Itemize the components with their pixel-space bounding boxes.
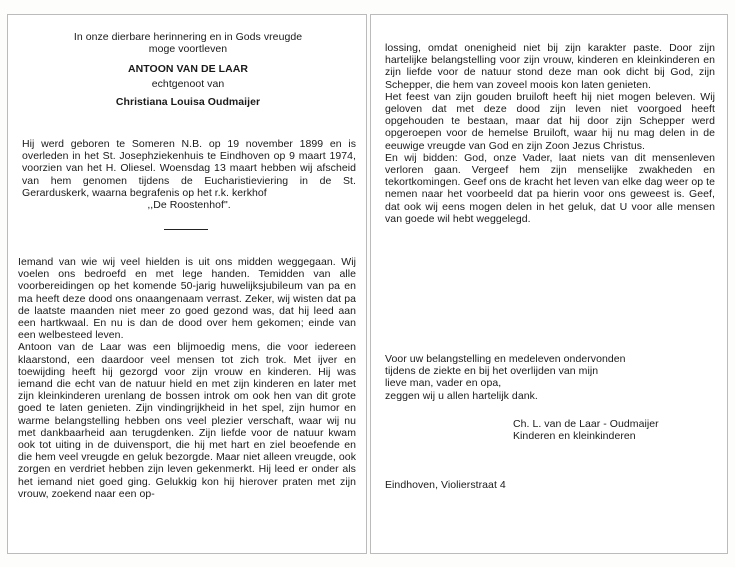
thanks-block: [385, 353, 715, 402]
deceased-name: ANTOON VAN DE LAAR: [127, 63, 249, 76]
thanks-line-3: lieve man, vader en opa,: [385, 377, 502, 390]
spouse-name: Christiana Louisa Oudmaijer: [115, 95, 261, 108]
left-page: [7, 14, 367, 554]
thanks-line-4: zeggen wij u allen hartelijk dank.: [385, 389, 538, 402]
intro-line-2: moge voortleven: [148, 43, 228, 56]
header-block: [18, 31, 358, 112]
signature-block: [513, 418, 718, 442]
divider-rule: [164, 229, 208, 230]
intro-line-1: In onze dierbare herinnering en in Gods vreugde: [73, 31, 303, 43]
left-text-block: [18, 256, 356, 500]
spouse-label: echtgenoot van: [151, 77, 225, 90]
thanks-line-2: tijdens de ziekte en bij het overlijden van mijn: [385, 365, 599, 378]
right-page: [370, 14, 728, 554]
right-paragraph-3: En wij bidden: God, onze Vader, laat niets van dit mensenleven verloren gaan. Vergeef hem zijn menselijke zwakheden en tekortkomingen. Geef ons de kracht het leven van elke dag weer op te nemen naar het voorbeeld dat pa hierin voor ons geweest is. Geef, dat ook wij eens mogen delen in het geluk, dat U voor alle mensen van goede wil hebt weggelegd.: [385, 151, 715, 225]
left-paragraph-2: Antoon van de Laar was een blijmoedig mens, die voor iedereen klaarstond, een daardoor veel mensen tot zich trok. Met ijver en toewijding heeft hij gezorgd voor zijn vrouw en kinderen. Hij was iemand die echt van de natuur hield en met zijn kinderen en later met zijn kleinkinderen urenlang de bossen introk om ook hen van dit grote goed te laten genieten. Zijn vindingrijkheid in het spel, zijn humor en warme belangstelling hebben ons veel plezier verschaft, waar wij nu met dankbaarheid aan terugdenken. Zijn liefde voor de natuur kwam ook tot uiting in de duivensport, die hij met hart en ziel beoefende en die hem veel vreugde en geluk bezorgde. Maar niet alleen vreugde, ook zorgen en verdriet hebben zijn leven gekenmerkt. Hij leed er onder als het iemand niet goed ging. Gelukkig kon hij hierover praten met zijn vrouw, zoekend naar een op-: [18, 341, 356, 500]
thanks-line-1: Voor uw belangstelling en medeleven ondervonden: [385, 353, 626, 365]
biography-block: [22, 138, 356, 211]
biography-text: Hij werd geboren te Someren N.B. op 19 november 1899 en is overleden in het St. Josephziekenhuis te Eindhoven op 9 maart 1974, voorzien van het H. Oliesel. Woensdag 13 maart hebben wij afscheid van hem genomen tijdens de Eucharistieviering in de St. Gerarduskerk, waarna begrafenis op het r.k. kerkhof: [22, 138, 356, 199]
signature-line-2: Kinderen en kleinkinderen: [513, 430, 636, 443]
signature-line-1: Ch. L. van de Laar - Oudmaijer: [513, 418, 659, 430]
address: Eindhoven, Violierstraat 4: [385, 479, 506, 491]
left-paragraph-1: Iemand van wie wij veel hielden is uit ons midden weggegaan. Wij voelen ons bedroefd en met lege handen. Temidden van alle voorbereidingen op het komende 50-jarig huwelijksjubileum van pa en ma heeft deze dood ons onaangenaam verrast. Zeker, wij wisten dat pa de laatste maanden niet meer zo goed gezond was, dat hij leed aan een hartkwaal. En nu is dan de dood over hem gekomen; einde van een welbesteed leven.: [18, 256, 356, 342]
right-paragraph-2: Het feest van zijn gouden bruiloft heeft hij niet mogen beleven. Wij geloven dat met deze dood zijn leven niet voorgoed heeft opgehouden te bestaan, maar dat hij door zijn Schepper werd opgeroepen voor de hemelse Bruiloft, waar hij nu mag delen in de eeuwige vreugde van God en zijn Zoon Jezus Christus.: [385, 90, 715, 152]
right-paragraph-1: lossing, omdat onenigheid niet bij zijn karakter paste. Door zijn hartelijke belangstelling voor zijn vrouw, kinderen en kleinkinderen en zijn liefde voor de natuur stond deze man ook dicht bij God, zijn Schepper, die hem van zoveel moois kon laten genieten.: [385, 42, 715, 91]
cemetery-name: ,,De Roostenhof".: [147, 199, 231, 212]
right-text-block: [385, 42, 715, 225]
